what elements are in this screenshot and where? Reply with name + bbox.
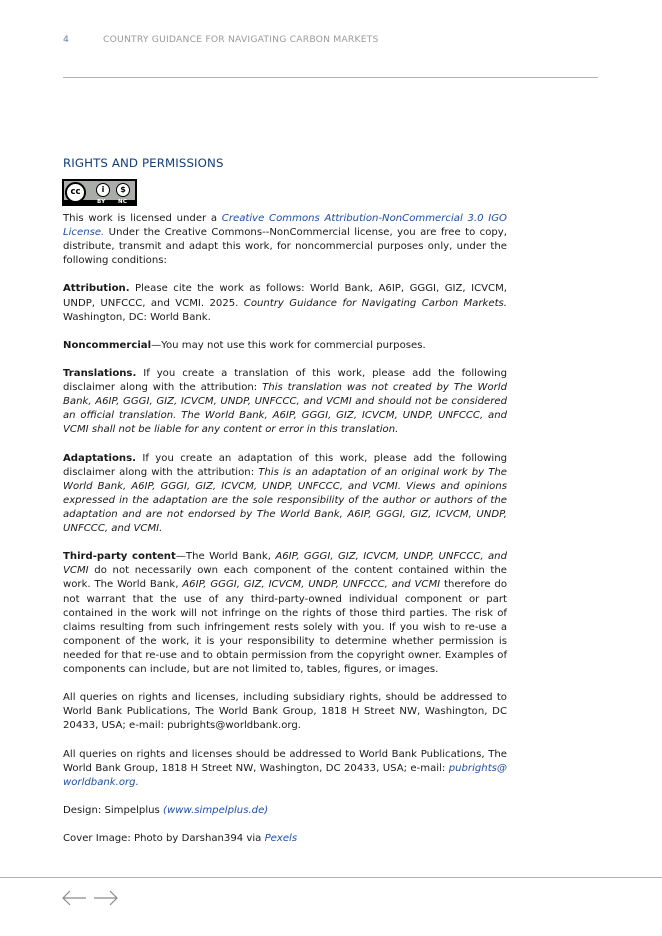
noncommercial-paragraph bbox=[63, 339, 507, 353]
attribution-title: Country Guidance for Navigating Carbon Markets. bbox=[243, 297, 507, 309]
noncommercial-text: —You may not use this work for commercial purposes. bbox=[151, 339, 426, 351]
queries-paragraph-1: All queries on rights and licenses, including subsidiary rights, should be addressed to World Bank Publications, The World Bank Group, 1818 H Street NW, Washington, DC 20433, USA; e-mail: pubrights@worldbank.org. bbox=[63, 692, 507, 732]
cover-credit bbox=[63, 832, 507, 846]
email-link-dot: . bbox=[135, 776, 139, 788]
license-link[interactable]: Creative Commons Attribution-NonCommercial 3.0 IGO License. bbox=[63, 213, 507, 239]
email-link[interactable]: pubrights@ worldbank.org bbox=[63, 762, 507, 788]
adaptations-text: If you create an adaptation of this work, please add the following disclaimer along with the attribution: bbox=[63, 452, 507, 478]
translations-disclaimer: This translation was not created by The World Bank, A6IP, GGGI, GIZ, ICVCM, UNDP, UNFCCC, and VCMI and should not be considered an official translation. The World Bank, A6IP, GGGI, GIZ, ICVCM, UNDP, UNFCCC, and VCMI shall not be liable for any content or error in this translation. bbox=[63, 382, 507, 436]
noncommercial-heading: Noncommercial bbox=[63, 339, 152, 351]
third-party-paragraph bbox=[63, 550, 507, 677]
cover-label: Cover Image: Photo by Darshan394 via bbox=[63, 833, 265, 845]
queries-paragraph-2 bbox=[63, 748, 507, 790]
third-party-text-1: —The World Bank, bbox=[175, 551, 276, 563]
third-party-text-2: do not necessarily own each component of the content contained within the work. The World Bank, bbox=[63, 565, 507, 591]
third-party-orgs-1: A6IP, GGGI, GIZ, ICVCM, UNDP, UNFCCC, and VCMI bbox=[63, 551, 507, 577]
document-title: COUNTRY GUIDANCE FOR NAVIGATING CARBON MARKETS bbox=[103, 34, 379, 45]
design-link[interactable]: (www.simpelplus.de) bbox=[163, 804, 269, 816]
section-title: RIGHTS AND PERMISSIONS bbox=[63, 156, 224, 170]
intro-text: This work is licensed under a bbox=[63, 213, 222, 224]
attribution-tail: Washington, DC: World Bank. bbox=[63, 311, 211, 323]
attribution-heading: Attribution. bbox=[63, 283, 130, 295]
arrow-right-icon bbox=[93, 890, 119, 906]
third-party-text-3: therefore do not warrant that the use of any third-party-owned individual component or part contained in the work will not infringe on the rights of those third parties. The risk of claims resulting from such infringement rests solely with you. If you wish to re-use a component of the work, it is your responsibility to determine whether permission is needed for that re-use and to obtain permission from the copyright owner. Examples of components can include, but are not limited to, tables, figures, or images. bbox=[63, 579, 508, 675]
design-label: Design: Simpelplus bbox=[63, 804, 164, 816]
rights-body bbox=[63, 212, 507, 860]
queries-text: All queries on rights and licenses should be addressed to World Bank Publications, The World Bank Group, 1818 H Street NW, Washington, DC 20433, USA; e-mail: bbox=[63, 748, 507, 774]
attribution-paragraph bbox=[63, 282, 507, 324]
arrow-left-icon bbox=[62, 890, 88, 906]
adaptations-disclaimer: This is an adaptation of an original work by The World Bank, A6IP, GGGI, GIZ, ICVCM, UNDP, UNFCCC, and VCMI. Views and opinions expressed in the adaptation are the sole responsibility of the author or authors of the adaptation and are not endorsed by The World Bank, A6IP, GGGI, GIZ, ICVCM, UNDP, UNFCCC, and VCMI. bbox=[63, 466, 508, 535]
previous-page-button[interactable] bbox=[62, 890, 88, 906]
adaptations-heading: Adaptations. bbox=[63, 452, 136, 464]
translations-paragraph bbox=[63, 367, 507, 437]
translations-text: If you create a translation of this work, please add the following disclaimer along with the attribution: bbox=[63, 368, 507, 394]
third-party-orgs-2: A6IP, GGGI, GIZ, ICVCM, UNDP, UNFCCC, and VCMI bbox=[182, 579, 441, 591]
intro-paragraph bbox=[63, 212, 507, 268]
attribution-icon: i bbox=[96, 183, 110, 197]
attribution-text: Please cite the work as follows: World Bank, A6IP, GGGI, GIZ, ICVCM, UNDP, UNFCCC, and VCMI. 2025. bbox=[63, 283, 507, 309]
header-divider bbox=[63, 77, 598, 78]
intro-conditions: Under the Creative Commons--NonCommercial license, you are free to copy, distribute, transmit and adapt this work, for noncommercial purposes only, under the following conditions: bbox=[63, 227, 507, 267]
noncommercial-icon: $ bbox=[116, 183, 130, 197]
badge-nc-label: NC bbox=[118, 199, 128, 205]
page-number: 4 bbox=[63, 34, 70, 45]
pexels-link[interactable]: Pexels bbox=[264, 833, 298, 845]
design-credit bbox=[63, 804, 507, 818]
third-party-heading: Third-party content bbox=[63, 551, 176, 563]
cc-icon: cc bbox=[65, 182, 86, 203]
translations-heading: Translations. bbox=[63, 368, 137, 380]
cc-license-badge[interactable] bbox=[62, 179, 137, 206]
next-page-button[interactable] bbox=[93, 890, 119, 906]
badge-by-label: BY bbox=[97, 199, 106, 205]
adaptations-paragraph bbox=[63, 452, 507, 537]
footer-divider bbox=[0, 877, 662, 878]
